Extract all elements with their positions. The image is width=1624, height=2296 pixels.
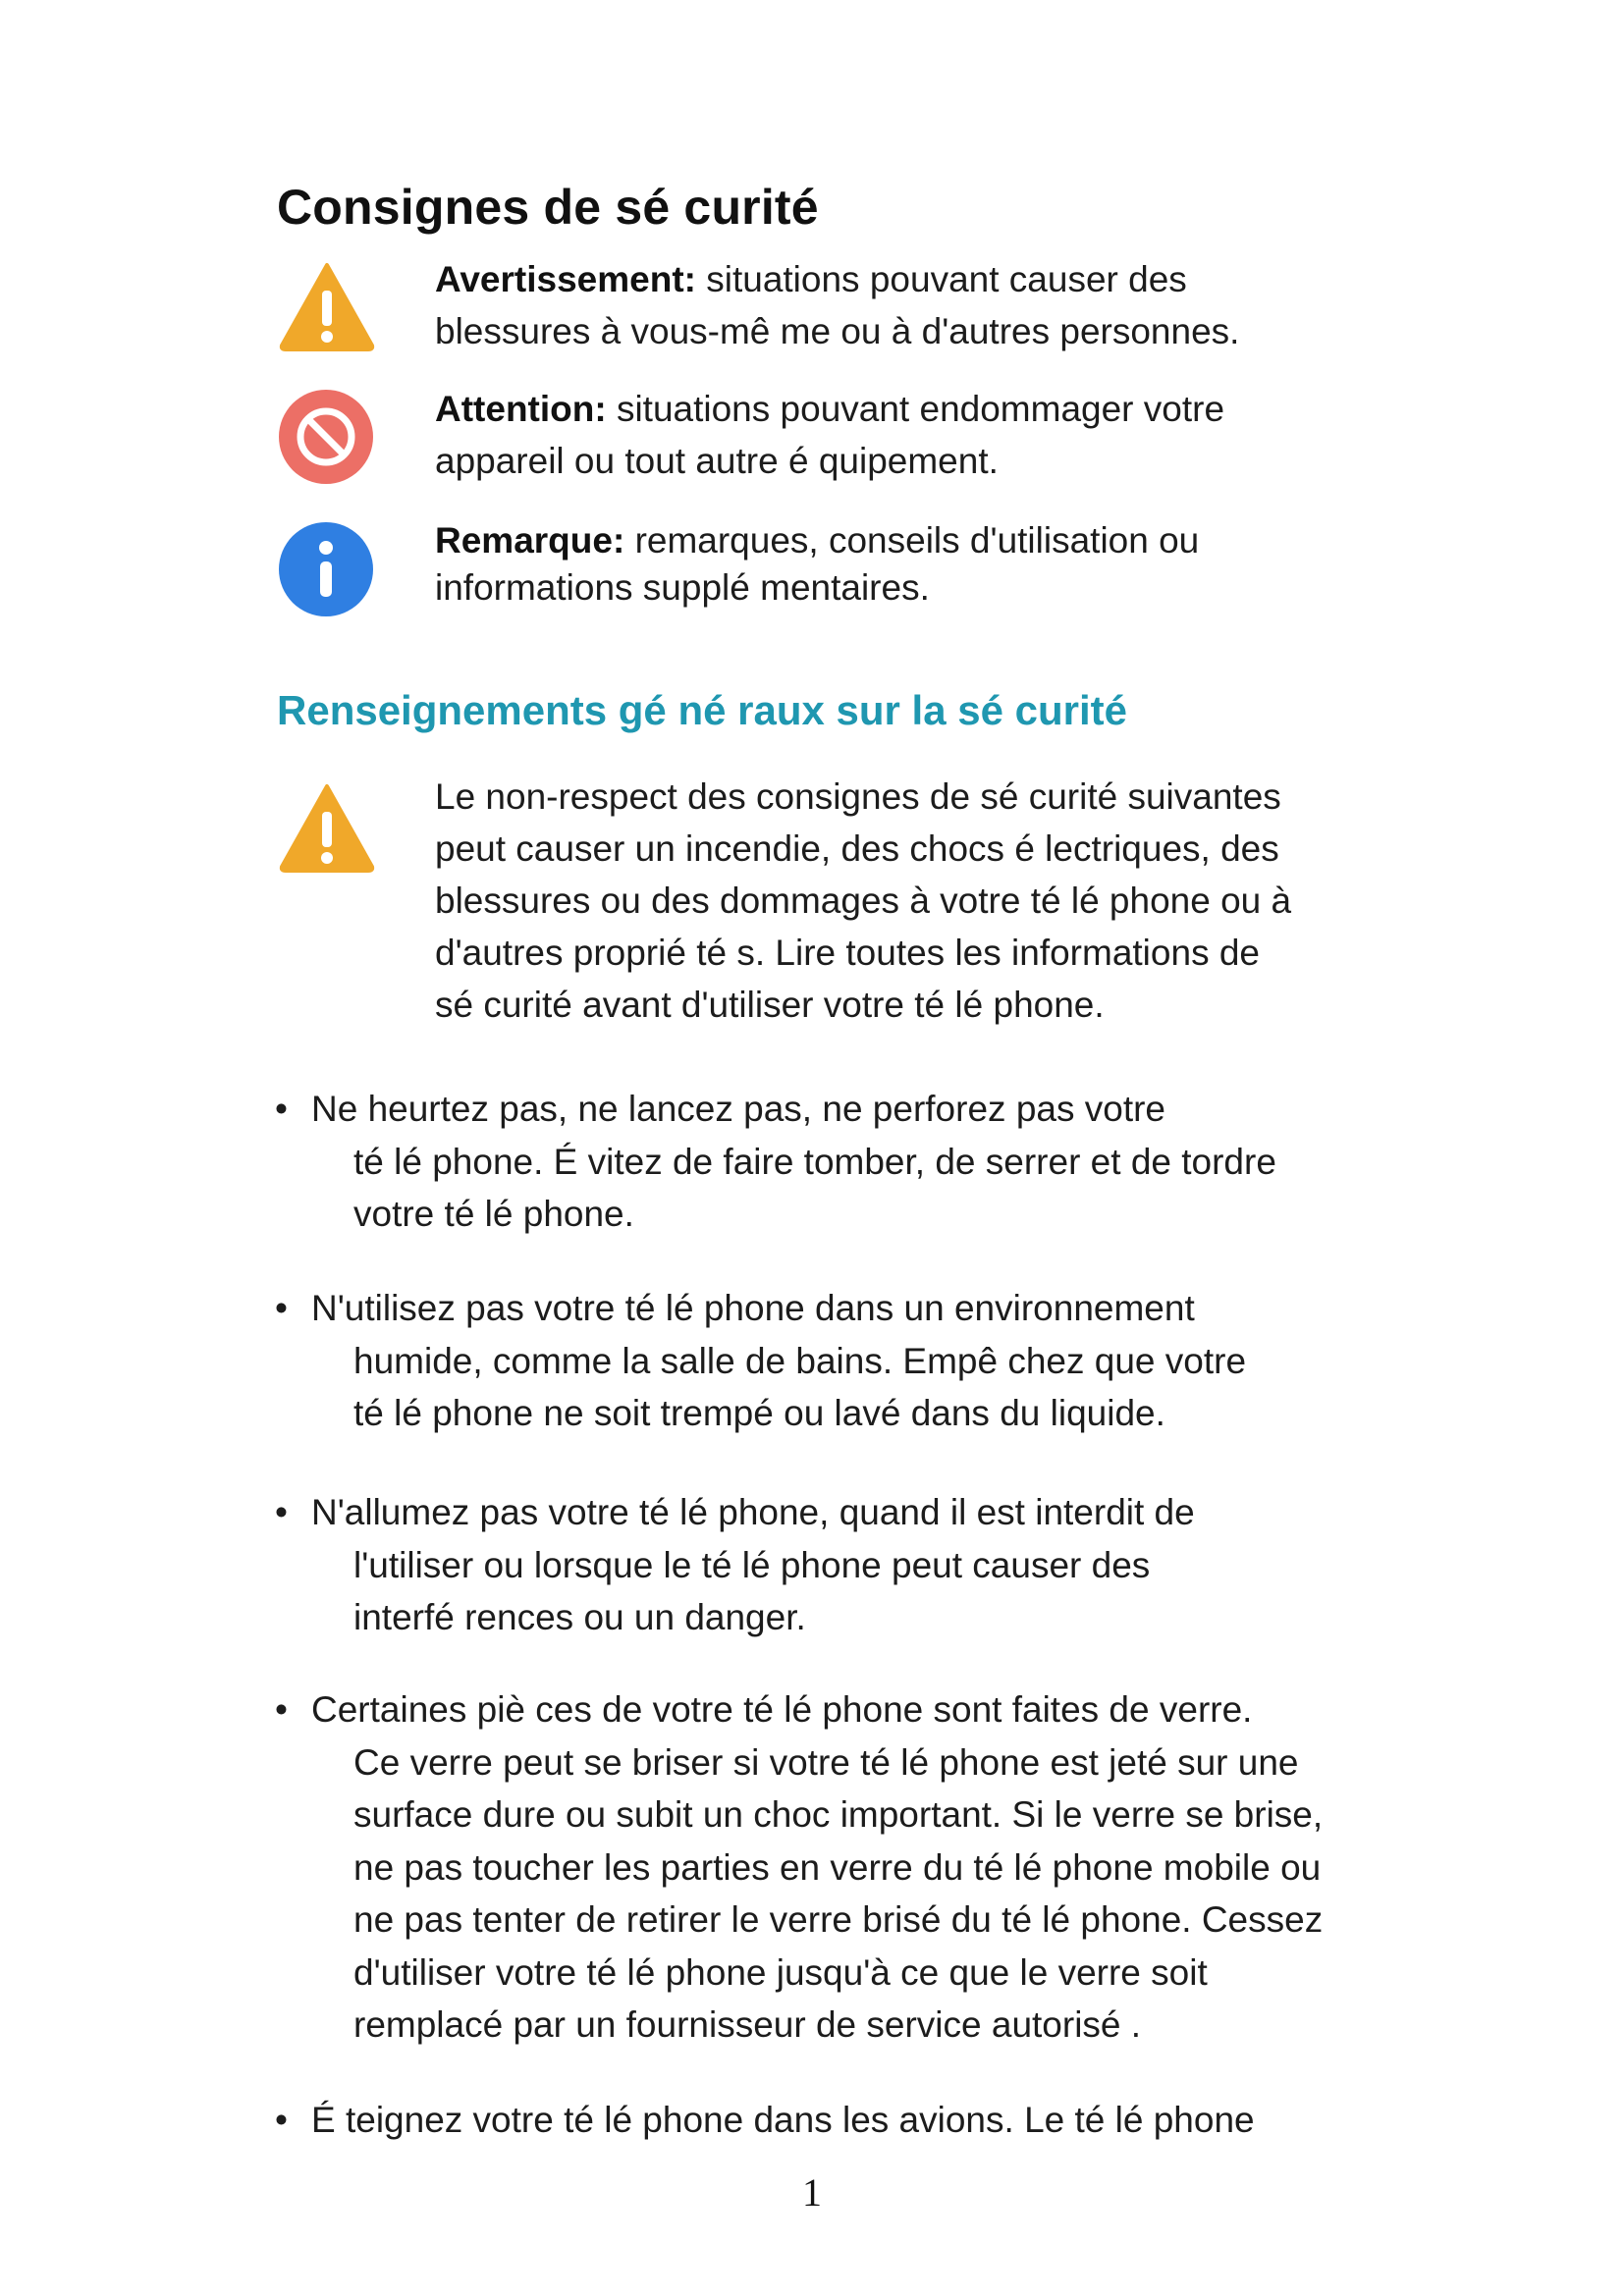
bullet-marker: • bbox=[275, 1689, 288, 1730]
page-title: Consignes de sé curité bbox=[277, 180, 819, 235]
bullet-line: l'utiliser ou lorsque le té lé phone peut causer des bbox=[353, 1544, 1151, 1585]
legend-attention-line: situations pouvant endommager votre bbox=[616, 389, 1225, 429]
intro-line: sé curité avant d'utiliser votre té lé phone. bbox=[435, 985, 1105, 1025]
bullet-line: Ne heurtez pas, ne lancez pas, ne perforez pas votre bbox=[311, 1089, 1166, 1129]
legend-attention-line: appareil ou tout autre é quipement. bbox=[435, 441, 999, 481]
list-item bbox=[275, 2094, 1375, 2147]
list-item bbox=[275, 1486, 1375, 1644]
legend-warning-text bbox=[435, 253, 1397, 357]
bullet-line: Ce verre peut se briser si votre té lé phone est jeté sur une bbox=[353, 1741, 1299, 1783]
bullet-marker: • bbox=[275, 1492, 288, 1532]
bullet-line: É teignez votre té lé phone dans les avions. Le té lé phone bbox=[311, 2100, 1255, 2140]
list-item bbox=[275, 1282, 1375, 1440]
intro-line: d'autres proprié té s. Lire toutes les informations de bbox=[435, 933, 1260, 973]
legend-remarque-text bbox=[435, 517, 1397, 612]
intro-line: peut causer un incendie, des chocs é lectriques, des bbox=[435, 828, 1279, 869]
bullet-line: té lé phone ne soit trempé ou lavé dans du liquide. bbox=[353, 1393, 1165, 1433]
warning-triangle-icon bbox=[278, 259, 376, 357]
bullet-line: remplacé par un fournisseur de service autorisé . bbox=[353, 2004, 1142, 2045]
info-icon bbox=[277, 520, 375, 618]
bullet-line: N'allumez pas votre té lé phone, quand il est interdit de bbox=[311, 1492, 1195, 1532]
bullet-line: ne pas tenter de retirer le verre brisé du té lé phone. Cessez bbox=[353, 1899, 1324, 1940]
bullet-line: humide, comme la salle de bains. Empê chez que votre bbox=[353, 1340, 1247, 1381]
legend-warning-line: blessures à vous-mê me ou à d'autres personnes. bbox=[435, 311, 1240, 351]
list-item bbox=[275, 1683, 1375, 2052]
legend-remarque-label: Remarque: bbox=[435, 520, 625, 561]
bullet-line: d'utiliser votre té lé phone jusqu'à ce que le verre soit bbox=[353, 1951, 1208, 1993]
intro-line: Le non-respect des consignes de sé curité suivantes bbox=[435, 776, 1281, 817]
prohibited-icon bbox=[277, 388, 375, 486]
bullet-line: interfé rences ou un danger. bbox=[353, 1597, 806, 1637]
section-title: Renseignements gé né raux sur la sé curité bbox=[277, 687, 1128, 733]
bullet-marker: • bbox=[275, 1089, 288, 1129]
intro-line: blessures ou des dommages à votre té lé phone ou à bbox=[435, 881, 1292, 921]
page-number: 1 bbox=[802, 2170, 822, 2215]
bullet-line: surface dure ou subit un choc important. Si le verre se brise, bbox=[353, 1794, 1324, 1835]
legend-warning-label: Avertissement: bbox=[435, 259, 696, 299]
bullet-line: té lé phone. É vitez de faire tomber, de serrer et de tordre bbox=[353, 1141, 1276, 1182]
legend-remarque-line: informations supplé mentaires. bbox=[435, 567, 930, 608]
list-item bbox=[275, 1083, 1375, 1241]
bullet-marker: • bbox=[275, 1288, 288, 1328]
legend-warning-line: situations pouvant causer des bbox=[706, 259, 1187, 299]
legend-attention-label: Attention: bbox=[435, 389, 607, 429]
bullet-marker: • bbox=[275, 2100, 288, 2140]
legend-attention-text bbox=[435, 383, 1397, 487]
bullet-line: ne pas toucher les parties en verre du té lé phone mobile ou bbox=[353, 1846, 1322, 1888]
safety-intro-paragraph bbox=[435, 771, 1397, 1031]
bullet-line: Certaines piè ces de votre té lé phone sont faites de verre. bbox=[311, 1689, 1253, 1730]
bullet-line: votre té lé phone. bbox=[353, 1194, 634, 1234]
warning-triangle-icon bbox=[278, 780, 376, 879]
bullet-line: N'utilisez pas votre té lé phone dans un environnement bbox=[311, 1288, 1195, 1328]
legend-remarque-line: remarques, conseils d'utilisation ou bbox=[634, 520, 1200, 561]
